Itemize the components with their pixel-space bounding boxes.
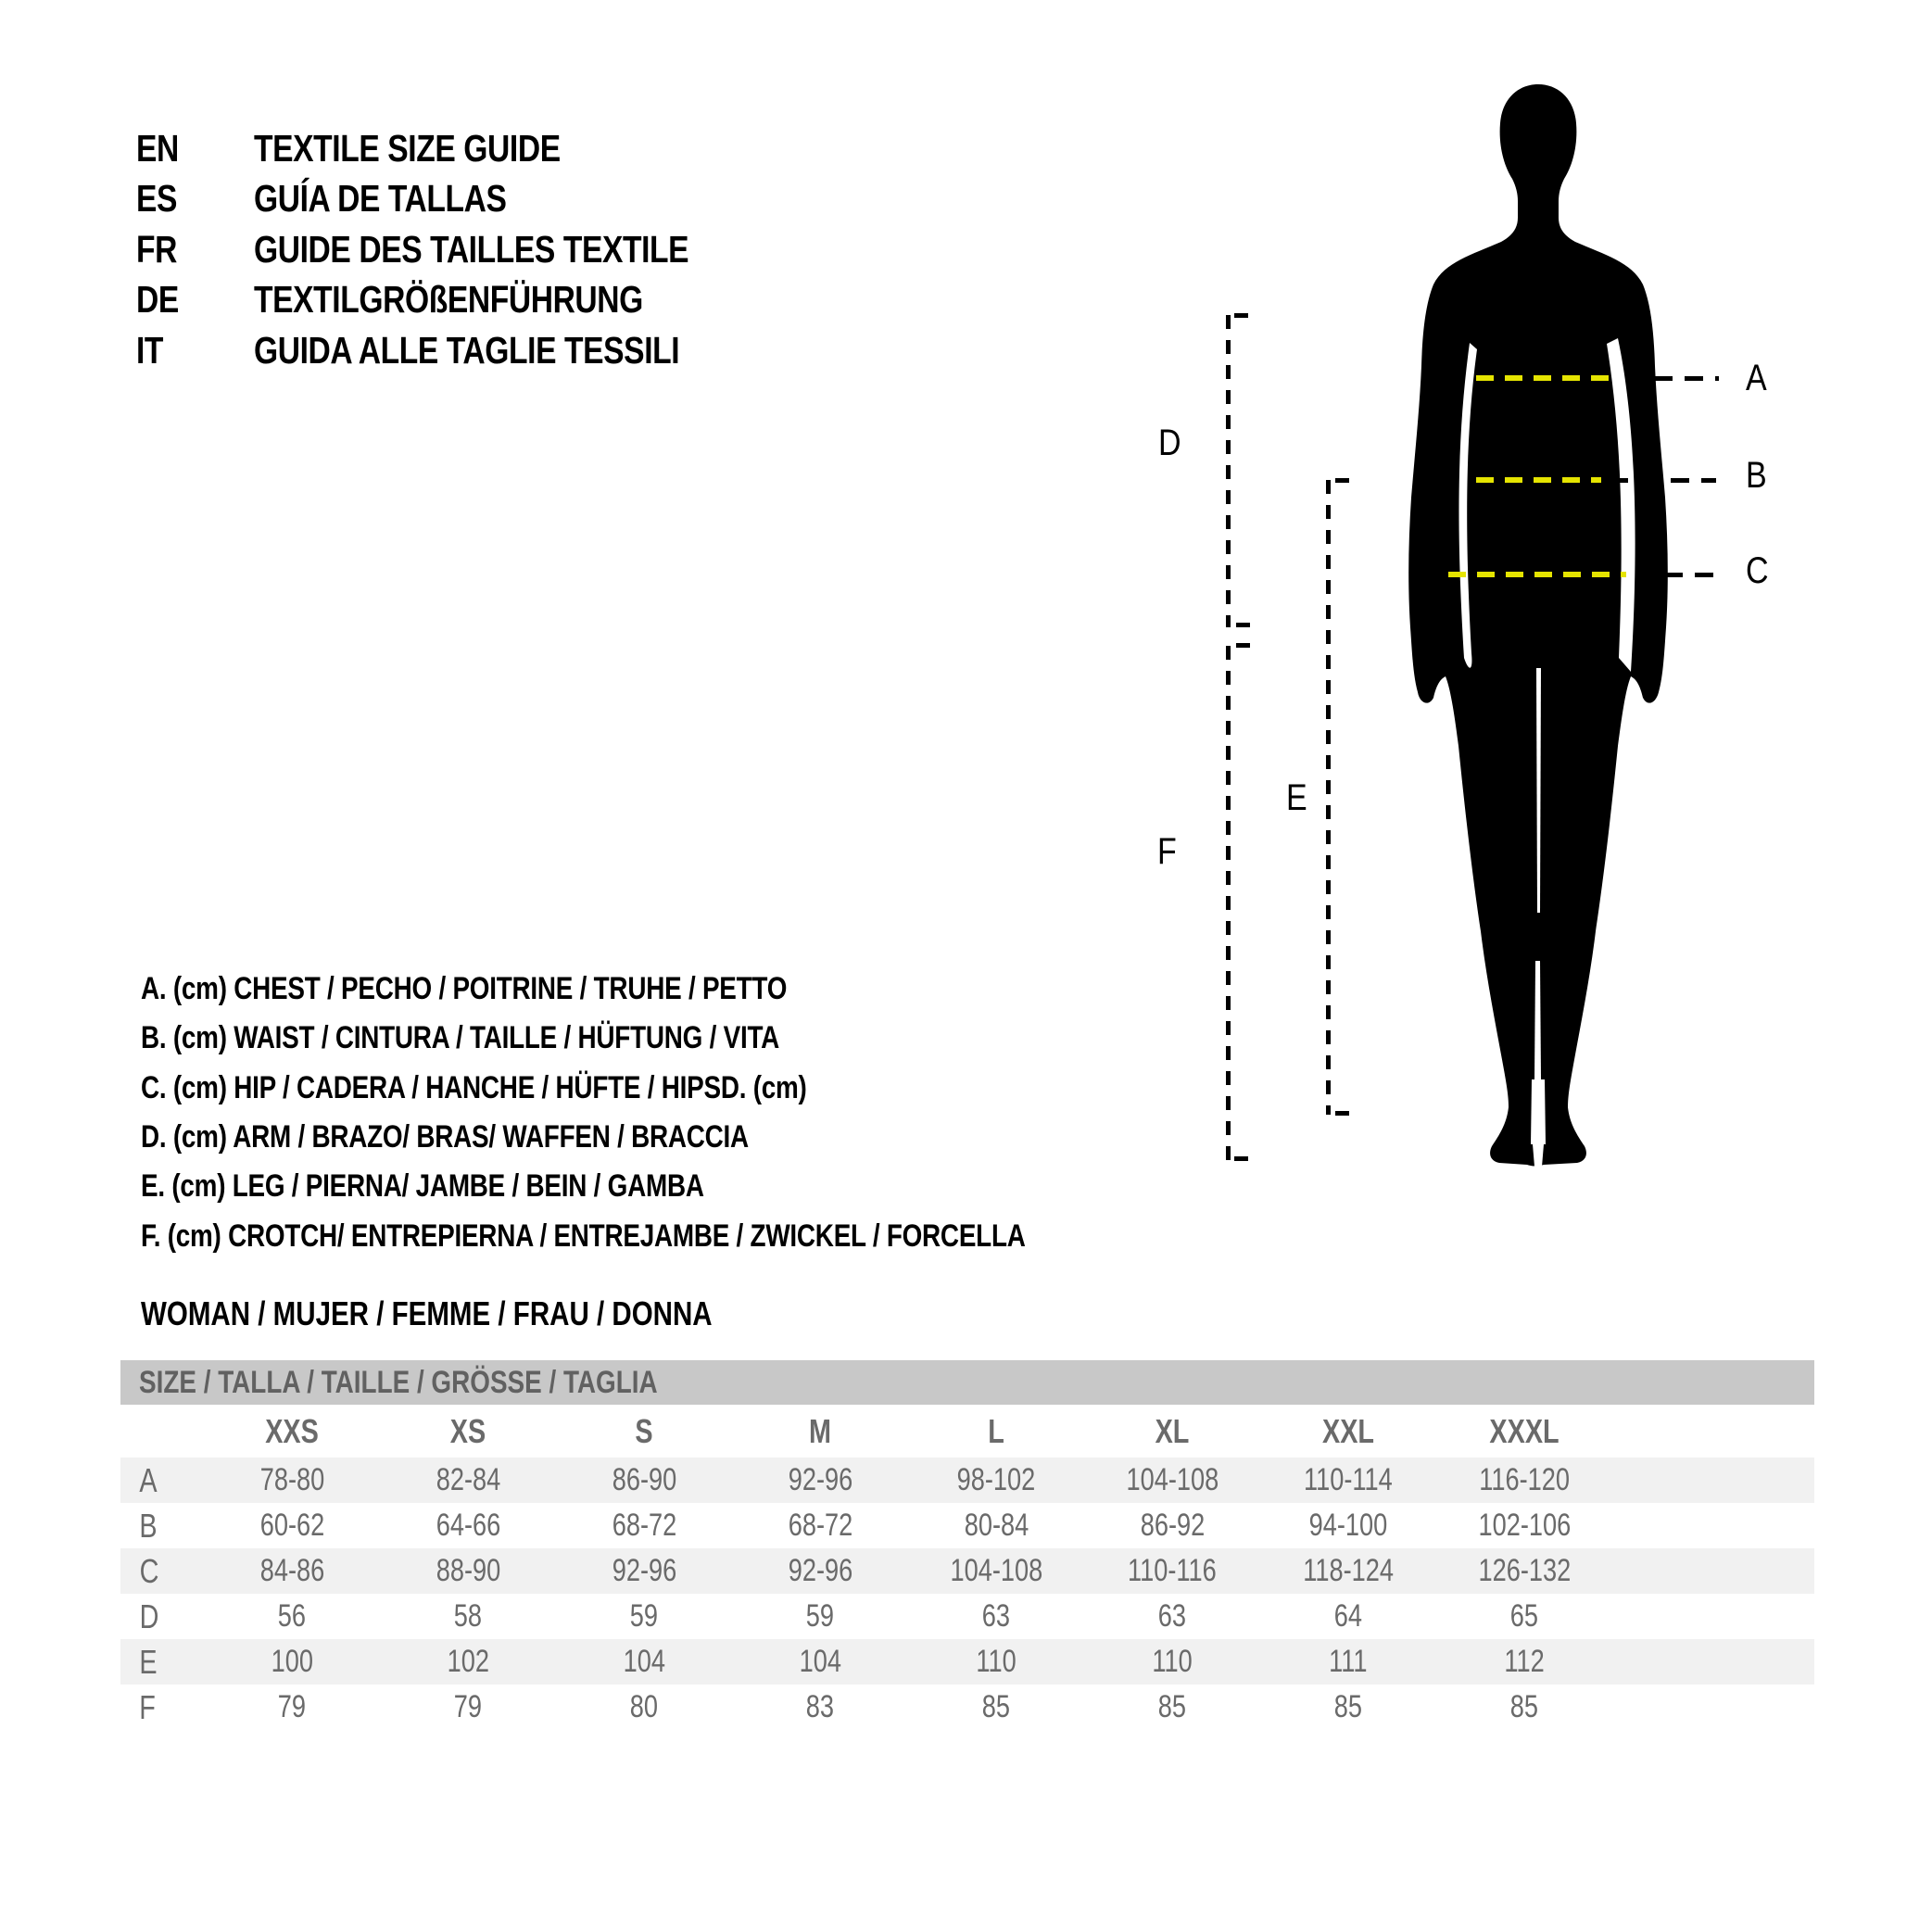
chest-line-leader [1654,376,1719,381]
figure-label-f: F [1157,831,1177,872]
table-row-d [120,1594,1814,1639]
cell: 94-100 [1308,1508,1388,1543]
cell: 86-92 [1140,1508,1205,1543]
legend-item-c [141,1064,1219,1113]
cell: 112 [1504,1644,1545,1679]
chest-line-yellow [1476,375,1610,381]
legend-item-b [141,1014,1219,1063]
cell: 102 [447,1644,489,1679]
cell: 56 [277,1598,307,1634]
cell: 104 [799,1644,841,1679]
legend-item-a [141,965,1219,1014]
title-row-fr [136,224,784,275]
size-col-xxxl: XXXL [1489,1411,1559,1450]
audience-text: WOMAN / MUJER / FEMME / FRAU / DONNA [141,1294,713,1332]
cell: 84-86 [259,1553,324,1588]
cell: 79 [453,1689,483,1724]
size-col-l: L [988,1411,1004,1450]
table-row-b [120,1503,1814,1548]
cell: 59 [805,1598,835,1634]
row-label: C [139,1551,159,1590]
lang-code-de: DE [136,278,179,322]
row-label: B [139,1506,158,1545]
table-row-f [120,1685,1814,1730]
cell: 82-84 [436,1462,500,1497]
cell: 116-120 [1479,1462,1570,1497]
cell: 100 [271,1644,313,1679]
cell: 86-90 [612,1462,676,1497]
cell: 85 [1333,1689,1363,1724]
title-row-es [136,174,784,225]
legend-text-a: A. (cm) CHEST / PECHO / POITRINE / TRUHE / PETTO [141,971,788,1007]
row-label: A [139,1460,158,1499]
figure-label-c: C [1746,550,1769,591]
waist-line-leader [1610,478,1716,483]
row-label: F [139,1687,156,1726]
size-col-xxs: XXS [265,1411,319,1450]
cell: 85 [1509,1689,1539,1724]
legend-text-c: C. (cm) HIP / CADERA / HANCHE / HÜFTE / HIPSD. (cm) [141,1069,807,1105]
figure-label-e: E [1286,777,1307,818]
size-col-s: S [635,1411,653,1450]
legend-item-d [141,1113,1219,1162]
title-text-de: TEXTILGRÖßENFÜHRUNG [254,278,643,322]
cell: 64-66 [436,1508,500,1543]
row-label: E [139,1642,158,1681]
cell: 60-62 [259,1508,324,1543]
cell: 58 [453,1598,483,1634]
cell: 85 [1157,1689,1187,1724]
cell: 63 [1157,1598,1187,1634]
cell: 110-114 [1304,1462,1393,1497]
cell: 68-72 [612,1508,676,1543]
cell: 110 [1152,1644,1193,1679]
cell: 92-96 [788,1462,852,1497]
cell: 78-80 [259,1462,324,1497]
cell: 63 [981,1598,1011,1634]
cell: 110-116 [1128,1553,1217,1588]
cell: 80-84 [964,1508,1029,1543]
title-row-en [136,123,784,174]
title-text-fr: GUIDE DES TAILLES TEXTILE [254,227,689,271]
crotch-line-top-tick [1236,643,1250,648]
legend-item-f [141,1211,1219,1260]
title-block [136,123,784,376]
arm-line-top-tick [1234,313,1248,318]
cell: 80 [629,1689,659,1724]
figure-label-b: B [1746,455,1767,496]
size-header-row [120,1405,1814,1458]
figure-label-a: A [1746,358,1767,398]
cell: 83 [805,1689,835,1724]
arm-line [1226,315,1231,627]
lang-code-it: IT [136,328,164,372]
waist-line-yellow [1476,477,1601,483]
figure-label-d: D [1158,423,1181,463]
cell: 92-96 [788,1553,852,1588]
cell: 98-102 [956,1462,1036,1497]
cell: 104 [623,1644,665,1679]
cell: 92-96 [612,1553,676,1588]
table-row-a [120,1458,1814,1503]
audience-line [141,1294,838,1333]
cell: 126-132 [1478,1553,1571,1588]
title-text-en: TEXTILE SIZE GUIDE [254,126,561,170]
hip-line-leader [1664,573,1716,577]
cell: 65 [1509,1598,1539,1634]
title-row-it [136,325,784,376]
cell: 68-72 [788,1508,852,1543]
cell: 64 [1333,1598,1363,1634]
title-text-it: GUIDA ALLE TAGLIE TESSILI [254,328,680,372]
cell: 118-124 [1303,1553,1394,1588]
size-col-xs: XS [449,1411,486,1450]
cell: 110 [976,1644,1017,1679]
crotch-line-bottom-tick [1234,1156,1248,1161]
size-table-header-bar [120,1360,1814,1405]
cell: 79 [277,1689,307,1724]
cell: 88-90 [436,1553,500,1588]
table-row-e [120,1639,1814,1685]
lang-code-fr: FR [136,227,177,271]
legend-text-e: E. (cm) LEG / PIERNA/ JAMBE / BEIN / GAMBA [141,1168,704,1205]
hip-line-yellow [1448,572,1626,577]
crotch-line [1226,646,1231,1160]
cell: 111 [1329,1644,1368,1679]
size-col-m: M [809,1411,831,1450]
legend-text-f: F. (cm) CROTCH/ ENTREPIERNA / ENTREJAMBE / ZWICKEL / FORCELLA [141,1218,1026,1254]
title-text-es: GUÍA DE TALLAS [254,177,507,221]
leg-line [1326,480,1331,1115]
legend-text-b: B. (cm) WAIST / CINTURA / TAILLE / HÜFTUNG / VITA [141,1020,780,1056]
size-table-header-text: SIZE / TALLA / TAILLE / GRÖSSE / TAGLIA [139,1365,658,1400]
cell: 104-108 [1126,1462,1219,1497]
leg-line-top-tick [1335,478,1349,483]
measurement-legend [141,965,1219,1261]
cell: 102-106 [1478,1508,1571,1543]
cell: 59 [629,1598,659,1634]
lang-code-en: EN [136,126,179,170]
table-row-c [120,1548,1814,1594]
size-col-xxl: XXL [1321,1411,1374,1450]
lang-code-es: ES [136,177,178,221]
cell: 85 [981,1689,1011,1724]
cell: 104-108 [950,1553,1042,1588]
row-label: D [139,1597,159,1635]
title-row-de [136,275,784,326]
legend-item-e [141,1162,1219,1211]
size-table [120,1360,1814,1730]
size-col-xl: XL [1155,1411,1190,1450]
arm-line-bottom-tick [1236,623,1250,627]
woman-silhouette [1362,79,1714,1172]
legend-text-d: D. (cm) ARM / BRAZO/ BRAS/ WAFFEN / BRACCIA [141,1119,749,1155]
leg-line-bottom-tick [1335,1111,1349,1116]
